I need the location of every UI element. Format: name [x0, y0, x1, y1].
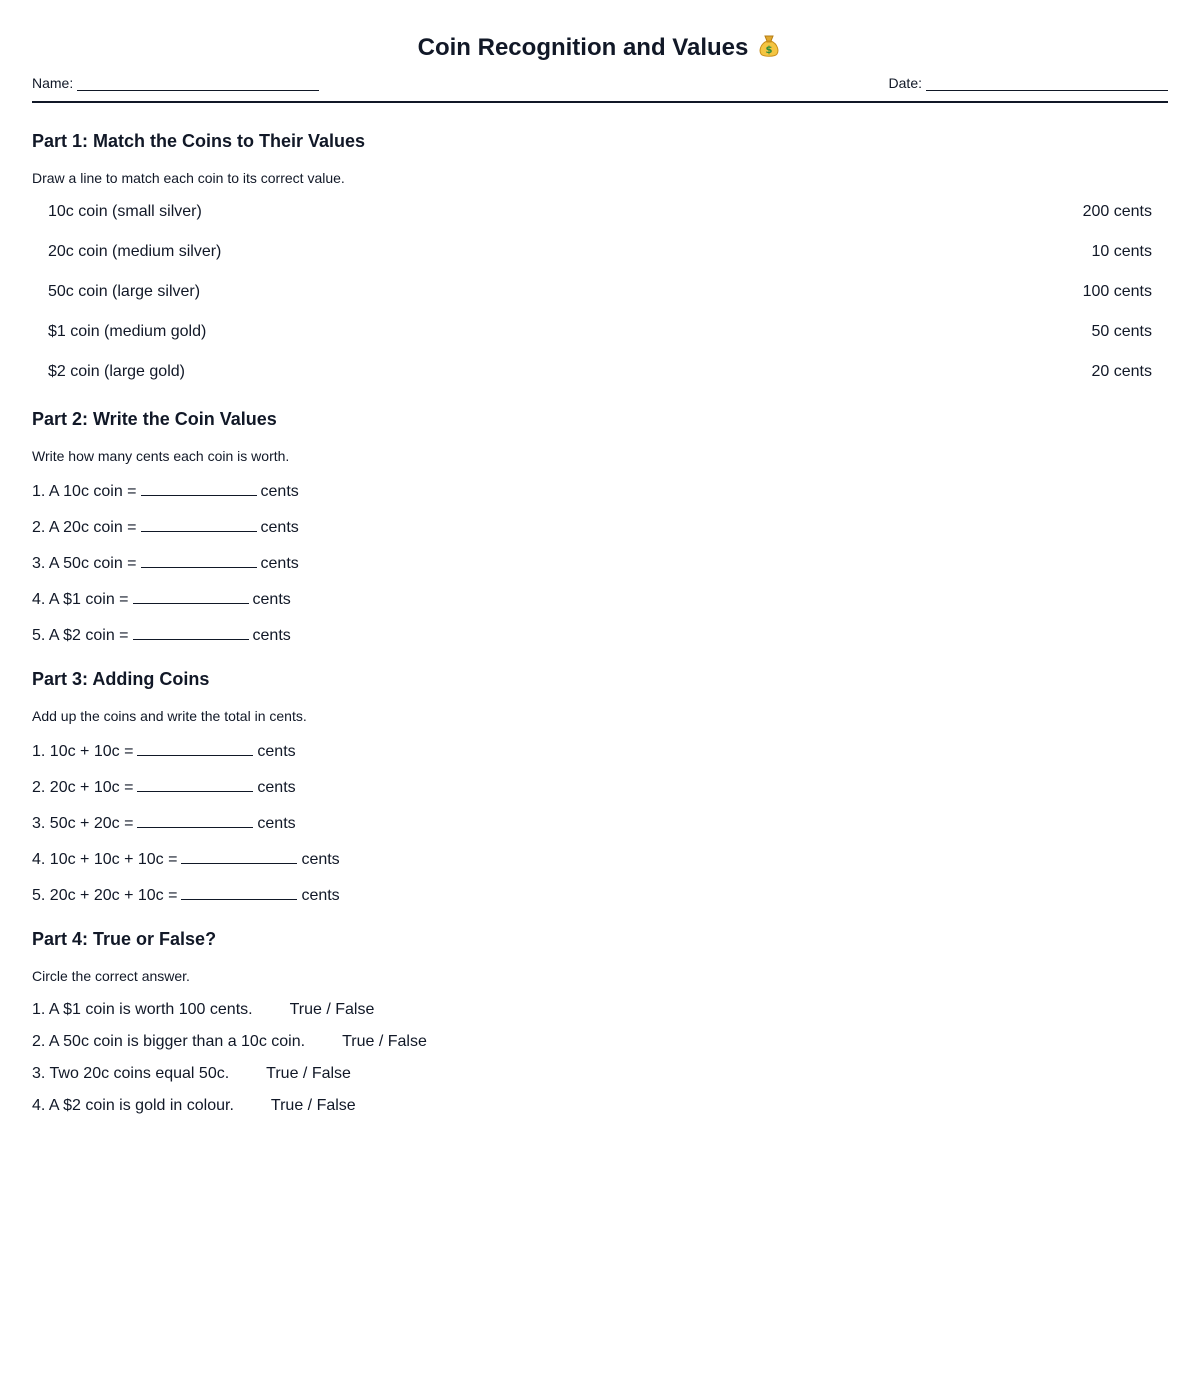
answer-blank[interactable] — [137, 776, 253, 792]
statement-row — [32, 1064, 1168, 1084]
statement-row — [32, 1000, 1168, 1020]
question-row — [32, 552, 1168, 572]
part3-instructions: Add up the coins and write the total in cents. — [32, 708, 307, 724]
part1-instructions: Draw a line to match each coin to its correct value. — [32, 170, 345, 186]
part3-title: Part 3: Adding Coins — [32, 669, 210, 689]
question-row — [32, 812, 1168, 832]
name-field — [32, 75, 319, 91]
match-value[interactable]: 20 cents — [1091, 363, 1152, 380]
match-row — [32, 362, 1168, 382]
part2-questions — [32, 480, 1168, 644]
unit-label: cents — [257, 815, 296, 832]
part3-section — [32, 668, 1168, 904]
true-false-options[interactable]: True / False — [342, 1033, 427, 1050]
match-coin[interactable]: 10c coin (small silver) — [48, 203, 202, 220]
part3-questions — [32, 740, 1168, 904]
money-bag-icon — [756, 33, 782, 59]
match-row — [32, 322, 1168, 342]
statement-text: 4. A $2 coin is gold in colour. — [32, 1097, 234, 1114]
match-row — [32, 282, 1168, 302]
match-row — [32, 242, 1168, 262]
unit-label: cents — [260, 483, 299, 500]
answer-blank[interactable] — [181, 848, 297, 864]
part4-title: Part 4: True or False? — [32, 929, 217, 949]
answer-blank[interactable] — [141, 552, 257, 568]
match-coin[interactable]: 20c coin (medium silver) — [48, 243, 222, 260]
question-text: 2. A 20c coin = — [32, 519, 137, 536]
statement-row — [32, 1032, 1168, 1052]
name-blank[interactable] — [77, 76, 319, 91]
question-text: 3. A 50c coin = — [32, 555, 137, 572]
part4-section — [32, 928, 1168, 1116]
question-row — [32, 480, 1168, 500]
unit-label: cents — [301, 851, 340, 868]
question-row — [32, 740, 1168, 760]
match-coin[interactable]: $2 coin (large gold) — [48, 363, 185, 380]
match-value[interactable]: 200 cents — [1082, 203, 1152, 220]
unit-label: cents — [301, 887, 340, 904]
question-row — [32, 848, 1168, 868]
question-text: 5. 20c + 20c + 10c = — [32, 887, 178, 904]
answer-blank[interactable] — [141, 516, 257, 532]
part2-title: Part 2: Write the Coin Values — [32, 409, 277, 429]
unit-label: cents — [252, 627, 291, 644]
svg-text:$: $ — [765, 45, 773, 56]
statement-text: 3. Two 20c coins equal 50c. — [32, 1065, 230, 1082]
question-row — [32, 884, 1168, 904]
answer-blank[interactable] — [133, 624, 249, 640]
unit-label: cents — [257, 743, 296, 760]
date-field — [889, 75, 1168, 91]
answer-blank[interactable] — [137, 812, 253, 828]
true-false-options[interactable]: True / False — [289, 1001, 375, 1018]
question-text: 3. 50c + 20c = — [32, 815, 134, 832]
part1-section — [32, 130, 1168, 382]
answer-blank[interactable] — [133, 588, 249, 604]
question-text: 4. A $1 coin = — [32, 591, 129, 608]
true-false-options[interactable]: True / False — [266, 1065, 351, 1082]
statement-text: 2. A 50c coin is bigger than a 10c coin. — [32, 1033, 306, 1050]
date-blank[interactable] — [926, 76, 1168, 91]
statement-text: 1. A $1 coin is worth 100 cents. — [32, 1001, 253, 1018]
true-false-options[interactable]: True / False — [270, 1097, 356, 1114]
question-text: 1. 10c + 10c = — [32, 743, 134, 760]
unit-label: cents — [260, 519, 299, 536]
match-value[interactable]: 100 cents — [1082, 283, 1152, 300]
question-text: 5. A $2 coin = — [32, 627, 129, 644]
question-text: 1. A 10c coin = — [32, 483, 137, 500]
question-row — [32, 776, 1168, 796]
statement-row — [32, 1096, 1168, 1116]
part4-statements — [32, 1000, 1168, 1116]
question-text: 2. 20c + 10c = — [32, 779, 134, 796]
unit-label: cents — [257, 779, 296, 796]
part1-title: Part 1: Match the Coins to Their Values — [32, 131, 366, 151]
question-row — [32, 588, 1168, 608]
question-text: 4. 10c + 10c + 10c = — [32, 851, 178, 868]
part2-section — [32, 408, 1168, 644]
part2-instructions: Write how many cents each coin is worth. — [32, 448, 290, 464]
match-list — [32, 202, 1168, 382]
part4-instructions: Circle the correct answer. — [32, 968, 190, 984]
unit-label: cents — [252, 591, 291, 608]
question-row — [32, 624, 1168, 644]
page-title-text: Coin Recognition and Values — [417, 34, 749, 61]
match-row — [32, 202, 1168, 222]
match-coin[interactable]: 50c coin (large silver) — [48, 283, 201, 300]
match-value[interactable]: 50 cents — [1091, 323, 1152, 340]
answer-blank[interactable] — [181, 884, 297, 900]
question-row — [32, 516, 1168, 536]
unit-label: cents — [260, 555, 299, 572]
answer-blank[interactable] — [137, 740, 253, 756]
answer-blank[interactable] — [141, 480, 257, 496]
match-value[interactable]: 10 cents — [1091, 243, 1152, 260]
name-label: Name: — [32, 75, 74, 91]
page-title — [32, 0, 1168, 63]
date-label: Date: — [888, 75, 922, 91]
match-coin[interactable]: $1 coin (medium gold) — [48, 323, 207, 340]
student-info-row — [32, 75, 1168, 103]
